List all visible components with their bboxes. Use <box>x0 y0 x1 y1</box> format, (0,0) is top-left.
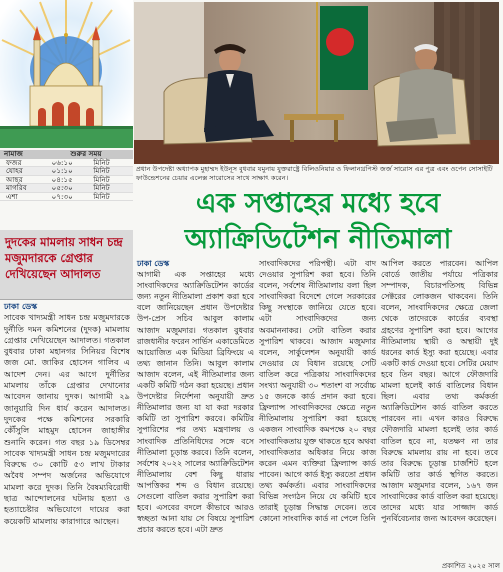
prayer-time: ০৫:৩০ <box>51 183 73 193</box>
main-article-text-2: সাংবাদিকদের পরিপন্থী। এটা বাদ দেওয়ার সুপারিশ করা হবে। তিনি বলেন, সর্বশেষ নীতিমালায় বলা ছিল সাংবাদিকরা বিদেশে গেলে সরকারের কিছু সংস্থাকে জানিয়ে যেতে হবে। এটা সাংবাদিকদের জন্য অবমাননাকর। সেটা বাতিল করার সুপারিশ থাকবে। আজাদ মজুমদার বলেন, সার্কুলেশন অনুযায়ী কার্ড দেওয়ার যে বিধান রয়েছে সেটি বাতিল করে পত্রিকায় সাংবাদিকদের সংখ্যা অনুযায়ী ৩০ শতাংশ বা সর্বোচ্চ ১৫ জনকে কার্ড প্রদান করা হবে। ফ্রিল্যান্স সাংবাদিকদের ক্ষেত্রে নতুন নীতিমালায় সুপারিশ করা হয়েছে একজন সাংবাদিক কমপক্ষে ২০ বছর সাংবাদিকতায় যুক্ত থাকতে হবে অথবা সাংবাদিকতার অধিকার নিয়ে কাজ করেন এমন ব্যক্তিরা ফ্রিল্যান্স কার্ড পাবেন। আগে কার্ড ইস্যু করতো প্রধান তথ্য কর্মকর্তা। এবার সাংবাদিকদের বিভিন্ন সংগঠন নিয়ে যে কমিটি হবে তারাই চূড়ান্ত সিদ্ধান্ত দেবেন। তবে কোনো সাংবাদিক কার্ড না পেলে তিনি <box>259 259 376 524</box>
prayer-time: ০৭:৩০ <box>51 191 73 201</box>
main-article-column-3 <box>381 258 498 524</box>
left-article-text: সাবেক খাদ্যমন্ত্রী সাধন চন্দ্র মজুমদারকে দুর্নীতি দমন কমিশনের (দুদক) মামলায় গ্রেপ্তার দেখিয়েছেন আদালত। গতকাল বুধবার ঢাকা মহানগর সিনিয়র বিশেষ জজ মো. জাকির হোসেন গালিব এ আদেশ দেন। এর আগে দুর্নীতির মামলায় তাঁকে গ্রেপ্তার দেখানোর আবেদন জানায় দুদক। আগামী ২৯ জানুয়ারি দিন ধার্য করেন আদালত। দুদকের পক্ষে কমিশনের সরকারি কৌঁসুলি মাহমুদ হোসেন জাহাঙ্গীর শুনানি করেন। গত বছর ১৯ ডিসেম্বর সাবেক খাদ্যমন্ত্রী সাধন চন্দ্র মজুমদারের বিরুদ্ধে ৩০ কোটি ৫৩ লাখ টাকার অবৈধ সম্পদ অর্জনের অভিযোগে মামলা করে দুদক। তিনি বৈষম্যবিরোধী ছাত্র আন্দোলনের ঘটনায় হত্যা ও হত্যাচেষ্টার অভিযোগে দায়ের করা কয়েকটি মামলায় কারাগারে আছেন। <box>4 312 130 526</box>
prayer-time: ০৪:১৫ <box>51 174 73 184</box>
left-article-headline[interactable]: দুদকের মামলায় সাধন চন্দ্র মজুমদারকে গ্রেপ্তার দেখিয়েছেন আদালত <box>0 230 133 300</box>
prayer-header-name: নামাজ <box>4 149 23 158</box>
prayer-unit: মিনিট <box>93 183 110 193</box>
photo-caption: প্রধান উপদেষ্টা অধ্যাপক মুহাম্মদ ইউনূস বুধবার যমুনায় যুক্তরাষ্ট্রে বিলিওনিয়ার ও ফিলানথ্রপিস্ট জর্জ সারোস এর পুত্র এবং ওপেন সোসাইটি ফাউন্ডেশনের চেয়ার এলেক্স সারোসের সাথে সাক্ষাৎ করেন। <box>136 165 493 182</box>
prayer-name: ফজর <box>6 158 22 167</box>
main-headline[interactable] <box>134 186 502 258</box>
prayer-unit: মিনিট <box>93 174 110 184</box>
prayer-unit: মিনিট <box>93 166 110 176</box>
mosque-icon <box>0 0 133 148</box>
main-article-text-3: আপিল করতে পারবেন। আপিল বোর্ডে জাতীয় পর্যায়ে পত্রিকার সম্পাদক, বিচারপতিসহ বিভিন্ন সেক্টরের লোকজন থাকবেন। তিনি বলেন, সাংবাদিকদের ক্ষেত্রে জেলা থেকে তাদেরকে কার্ডের ব্যবস্থা গ্রহণের সুপারিশ করা হবে। আগের নীতিমালায় স্থায়ী ও অস্থায়ী দুই ধরনের কার্ড ইস্যু করা হয়েছে। এবার একটি কার্ড দেওয়া হবে। সেটির মেয়াদ হবে তিন বছর। আগে ফৌজদারি মামলা হলেই কার্ড বাতিলের বিধান ছিল। এবার তথ্য কর্মকর্তা অ্যাক্রিডিটেশন কার্ড বাতিল করতে পারবেন না। এখন কারও বিরুদ্ধে ফৌজদারি মামলা হলেই তার কার্ড বাতিল হবে না, যতক্ষণ না তার বিরুদ্ধে মামলায় রায় না হবে। তবে তার বিরুদ্ধে চূড়ান্ত চার্জশিট হলে কমিটি তার কার্ড স্থগিত করতে। আজাদ মজুমদার বলেন, ১৬৭ জন সাংবাদিকের কার্ড বাতিল করা হয়েছে। তাদের মধ্যে যার সাজ্জাদ কার্ড পুনর্বিবেচনার জন্য আবেদন করেছেন। <box>381 259 498 524</box>
prayer-name: যোহর <box>6 166 23 176</box>
prayer-header-time: শুরুর সময় <box>70 149 102 158</box>
main-article-column-1 <box>137 258 254 535</box>
left-article-body <box>4 301 130 527</box>
prayer-unit: মিনিট <box>93 191 110 201</box>
page-footer: প্রকাশিত ২০২৫ সাল <box>441 562 500 570</box>
prayer-name: মাগরিব <box>6 183 27 193</box>
main-article-column-2 <box>259 258 376 524</box>
main-article-text-1: আগামী এক সপ্তাহের মধ্যে সাংবাদিকদের অ্যাক্রিডিটেশন কার্ডের জন্য নতুন নীতিমালা প্রকাশ করা হবে বলে জানিয়েছেন প্রধান উপদেষ্টার উপ-প্রেস সচিব আবুল কালাম আজাদ মজুমদার। গতকাল বুধবার রাজধানীর ফরেন সার্ভিস একাডেমিতে আয়োজিত এক মিডিয়া ব্রিফিংয়ে এ তথ্য জানান তিনি। আবুল কালাম আজাদ বলেন, এই নীতিমালার জন্য একটি কমিটি গঠন করা হয়েছে। প্রধান উপদেষ্টার নির্দেশনা অনুযায়ী দ্রুত নীতিমালার জন্য যা যা করা দরকার কমিটি তা সুপারিশ করবে। কমিটির সুপারিশের পর তথ্য মন্ত্রণালয় ও সাংবাদিক প্রতিনিধিদের সঙ্গে বসে নীতিমালা চূড়ান্ত করবে। তিনি বলেন, সর্বশেষ ২০২২ সালের অ্যাক্রিডিটেশন নীতিমালায় বেশ কিছু ধারায় আপত্তিকর শব্দ ও বিধান রয়েছে। সেগুলো বাতিল করার সুপারিশ করা হবে। এসবের বদলে কীভাবে আরও স্বচ্ছতা আনা যায় সে বিষয়ে সুপারিশ প্রচার করতে হবে। এটা দ্রুত <box>137 270 254 535</box>
left-article-dateline: ঢাকা ডেস্ক <box>4 301 38 311</box>
meeting-photo-icon <box>134 2 499 164</box>
prayer-row <box>0 193 133 201</box>
prayer-name: এশা <box>6 191 18 201</box>
prayer-times-table <box>0 150 133 230</box>
prayer-time: ০৬:১০ <box>51 158 73 167</box>
prayer-time: ০১:১০ <box>51 166 73 176</box>
news-photo <box>134 2 499 164</box>
main-headline-line2: অ্যাক্রিডিটেশন নীতিমালা <box>184 224 452 255</box>
main-headline-line1: এক সপ্তাহের মধ্যে হবে <box>195 188 441 219</box>
prayer-unit: মিনিট <box>93 158 110 167</box>
prayer-name: আছর <box>6 174 23 184</box>
mosque-illustration <box>0 0 133 148</box>
main-article-dateline: ঢাকা ডেস্ক <box>137 259 170 268</box>
